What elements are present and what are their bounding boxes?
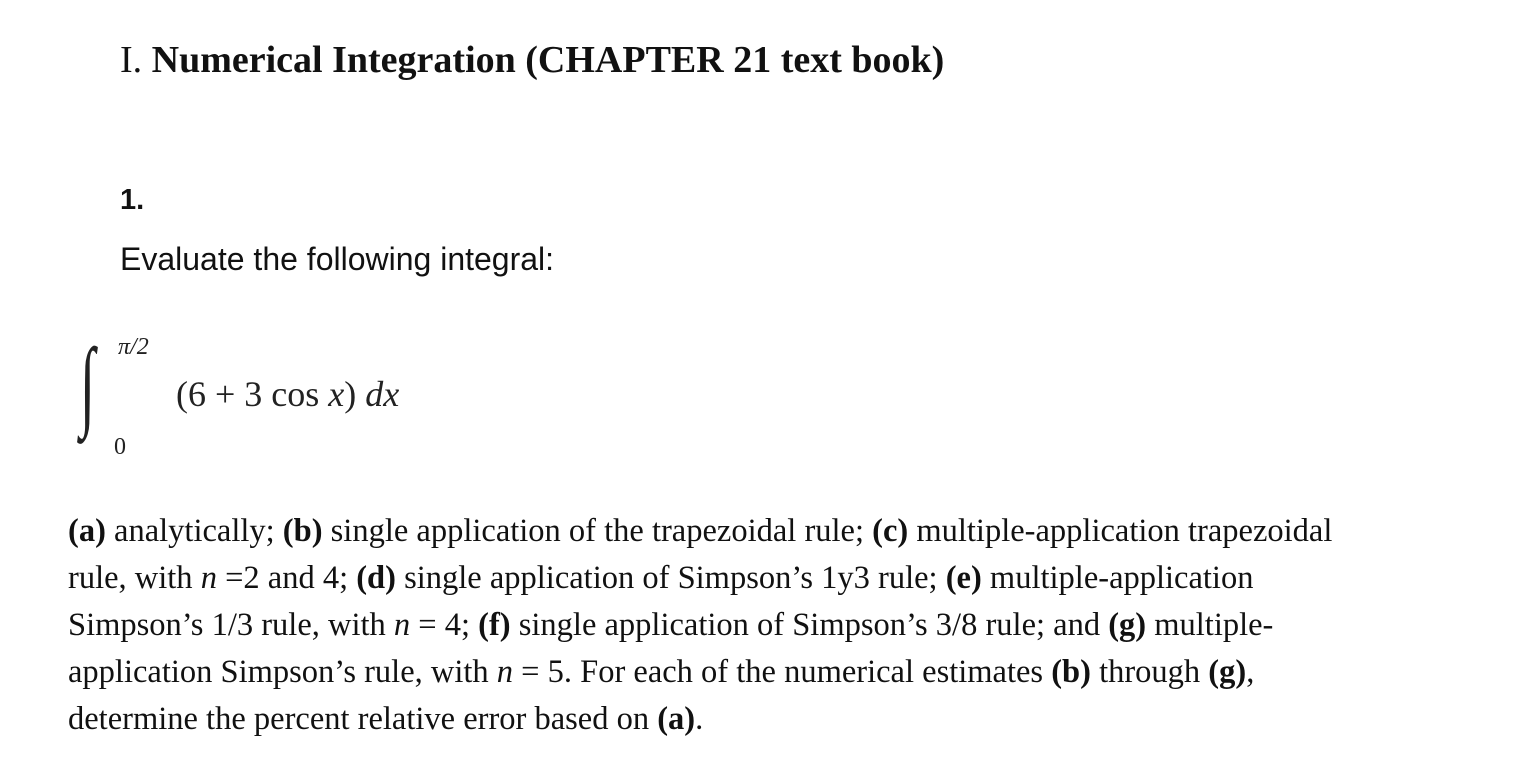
part-text-f: single application of Simpson’s 3/8 rule; and xyxy=(510,607,1109,643)
text-span: = 5. For each of the numerical estimates xyxy=(513,654,1052,690)
part-ref-g: (g) xyxy=(1208,654,1247,690)
integral-lower-limit: 0 xyxy=(114,434,126,460)
section-heading xyxy=(120,36,944,84)
problem-paragraph xyxy=(68,508,1468,743)
part-label-b: (b) xyxy=(282,513,323,549)
part-label-e: (e) xyxy=(945,560,982,596)
paragraph-line-3 xyxy=(68,602,1468,649)
integrand-open: (6 + 3 cos xyxy=(176,374,329,414)
part-label-c: (c) xyxy=(872,513,909,549)
integrand xyxy=(176,372,399,416)
part-ref-b: (b) xyxy=(1051,654,1091,690)
text-span: determine the percent relative error based on xyxy=(68,701,658,737)
section-title: Numerical Integration (CHAPTER 21 text book) xyxy=(151,39,945,81)
part-label-a: (a) xyxy=(68,513,106,549)
integrand-close: ) xyxy=(344,374,366,414)
part-ref-a: (a) xyxy=(657,701,696,737)
part-text-b: single application of the trapezoidal rule; xyxy=(322,513,873,549)
text-span: = 4; xyxy=(410,607,479,643)
question-prompt: Evaluate the following integral: xyxy=(120,241,555,277)
variable-n: n xyxy=(496,654,514,690)
integral-expression xyxy=(80,330,500,470)
integral-upper-limit: π/2 xyxy=(118,334,149,360)
integrand-differential: dx xyxy=(365,374,400,414)
part-label-d: (d) xyxy=(356,560,396,596)
question-number: 1. xyxy=(120,184,145,216)
text-span: . xyxy=(695,701,704,737)
integral-sign: ∫ xyxy=(80,328,96,439)
integrand-variable: x xyxy=(328,374,345,414)
part-label-g: (g) xyxy=(1108,607,1147,643)
text-span: application Simpson’s rule, with xyxy=(68,654,497,690)
paragraph-line-5 xyxy=(68,696,1468,743)
variable-n: n xyxy=(393,607,411,643)
part-text-d: single application of Simpson’s 1y3 rule; xyxy=(395,560,946,596)
paragraph-line-4 xyxy=(68,649,1468,696)
part-text-a: analytically; xyxy=(105,513,283,549)
section-numeral: I. xyxy=(120,39,143,81)
paragraph-line-1 xyxy=(68,508,1468,555)
variable-n: n xyxy=(200,560,217,596)
text-span: through xyxy=(1090,654,1209,690)
part-text-c: multiple-application trapezoidal xyxy=(908,513,1333,549)
text-span: rule, with xyxy=(68,560,201,596)
paragraph-line-2 xyxy=(68,555,1468,602)
part-label-f: (f) xyxy=(478,607,511,643)
text-span: =2 and 4; xyxy=(216,560,357,596)
part-text-g: multiple- xyxy=(1146,607,1274,643)
text-span: Simpson’s 1/3 rule, with xyxy=(68,607,394,643)
text-span: , xyxy=(1246,654,1255,690)
part-text-e: multiple-application xyxy=(981,560,1254,596)
